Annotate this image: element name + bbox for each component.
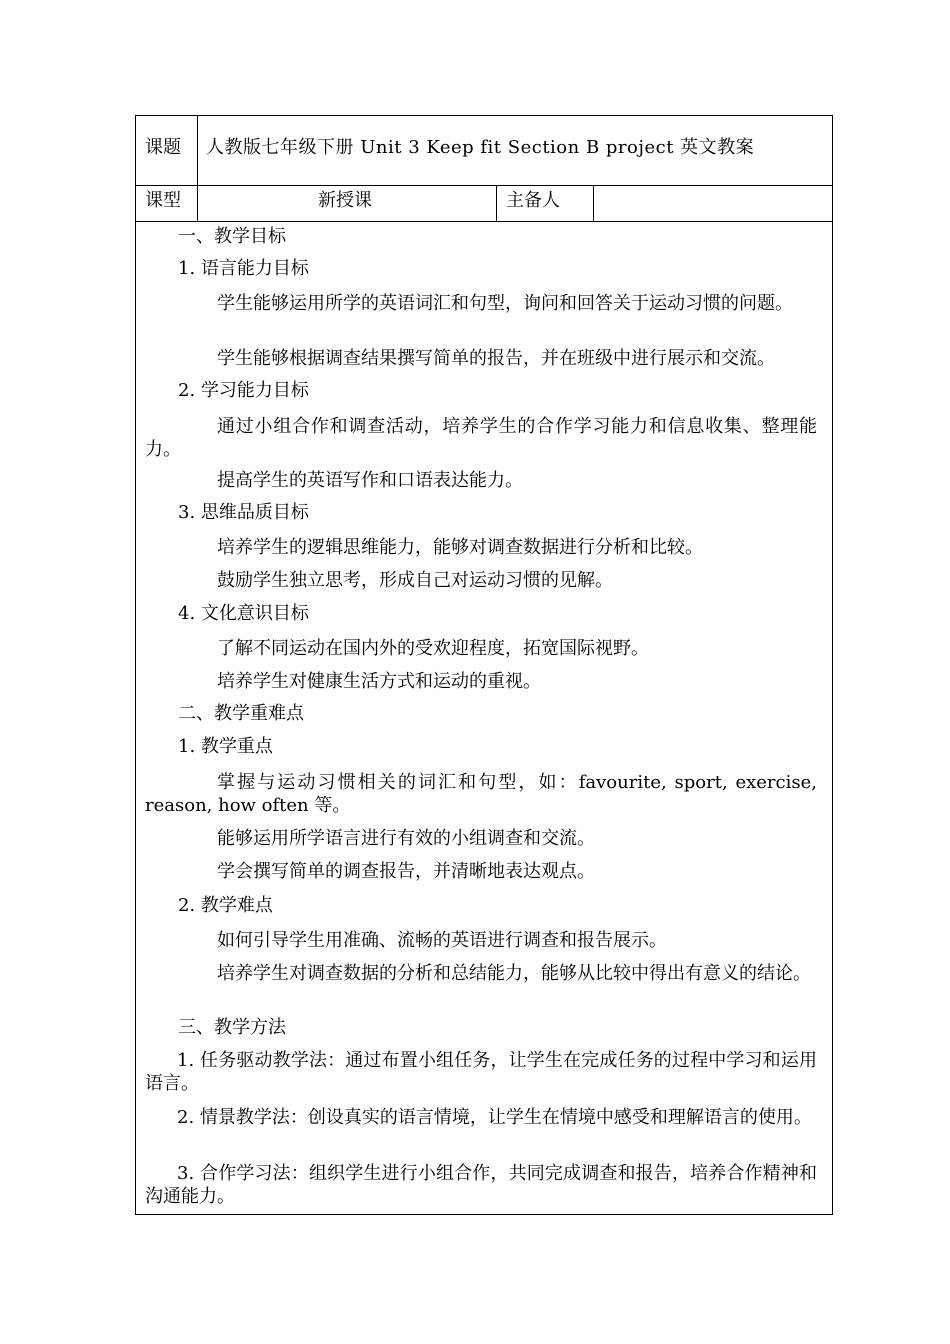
subsection-title: 1. 语言能力目标 xyxy=(178,258,309,279)
subsection-title: 3. 思维品质目标 xyxy=(178,502,309,523)
paragraph: 2. 情景教学法：创设真实的语言情境，让学生在情境中感受和理解语言的使用。 xyxy=(177,1107,812,1128)
paragraph: 3. 合作学习法：组织学生进行小组合作，共同完成调查和报告，培养合作精神和沟通能力。 xyxy=(145,1163,817,1207)
subsection-title: 2. 学习能力目标 xyxy=(178,380,309,401)
col-divider-preparer xyxy=(593,185,594,222)
subsection-title: 4. 文化意识目标 xyxy=(178,603,309,624)
paragraph: 如何引导学生用准确、流畅的英语进行调查和报告展示。 xyxy=(217,930,667,951)
topic-label: 课题 xyxy=(145,137,181,158)
section-title-objectives: 一、教学目标 xyxy=(178,226,286,247)
paragraph: 1. 任务驱动教学法：通过布置小组任务，让学生在完成任务的过程中学习和运用语言。 xyxy=(145,1050,817,1094)
paragraph: 通过小组合作和调查活动，培养学生的合作学习能力和信息收集、整理能力。 xyxy=(145,416,817,460)
subsection-title: 2. 教学难点 xyxy=(178,895,273,916)
type-value: 新授课 xyxy=(318,190,372,211)
paragraph: 能够运用所学语言进行有效的小组调查和交流。 xyxy=(217,828,595,849)
section-title-methods: 三、教学方法 xyxy=(178,1017,286,1038)
paragraph: 鼓励学生独立思考，形成自己对运动习惯的见解。 xyxy=(217,570,613,591)
row-divider-2 xyxy=(135,221,833,222)
type-label: 课型 xyxy=(145,190,181,211)
paragraph: 学生能够根据调查结果撰写简单的报告，并在班级中进行展示和交流。 xyxy=(217,348,775,369)
paragraph: 培养学生的逻辑思维能力，能够对调查数据进行分析和比较。 xyxy=(217,537,703,558)
topic-value: 人教版七年级下册 Unit 3 Keep fit Section B project 英文教案 xyxy=(206,137,755,158)
paragraph: 培养学生对调查数据的分析和总结能力，能够从比较中得出有意义的结论。 xyxy=(217,963,811,984)
paragraph: 了解不同运动在国内外的受欢迎程度，拓宽国际视野。 xyxy=(217,638,649,659)
col-divider-label xyxy=(197,115,198,222)
section-title-key-points: 二、教学重难点 xyxy=(178,703,304,724)
row-divider-1 xyxy=(135,185,833,186)
paragraph: 掌握与运动习惯相关的词汇和句型，如：favourite, sport, exercise, reason, how often 等。 xyxy=(145,772,817,816)
preparer-label: 主备人 xyxy=(506,190,560,211)
paragraph: 学会撰写简单的调查报告，并清晰地表达观点。 xyxy=(217,861,595,882)
paragraph: 培养学生对健康生活方式和运动的重视。 xyxy=(217,671,541,692)
paragraph: 提高学生的英语写作和口语表达能力。 xyxy=(217,470,523,491)
col-divider-type xyxy=(496,185,497,222)
paragraph: 学生能够运用所学的英语词汇和句型，询问和回答关于运动习惯的问题。 xyxy=(217,293,793,314)
subsection-title: 1. 教学重点 xyxy=(178,736,273,757)
